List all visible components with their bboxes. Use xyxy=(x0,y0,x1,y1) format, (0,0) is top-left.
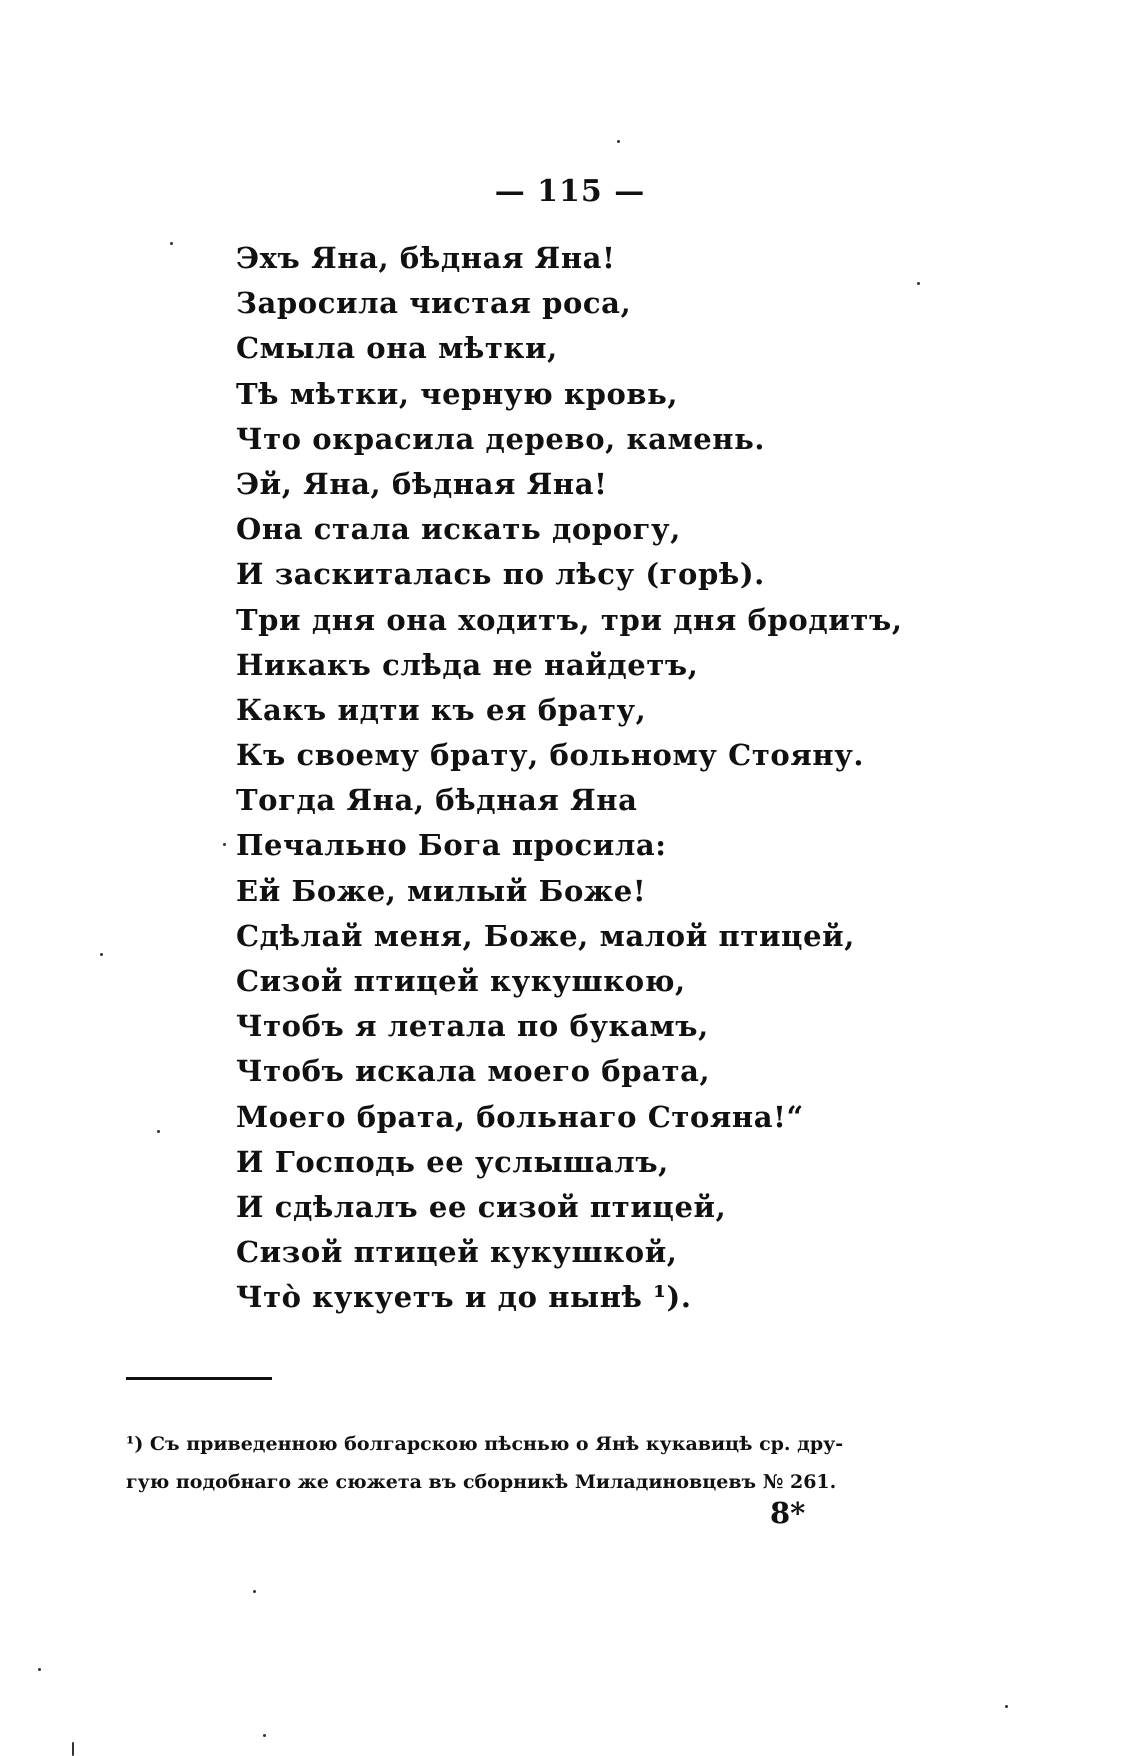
poem-line: Сизой птицей кукушкой, xyxy=(236,1235,678,1270)
scan-speck xyxy=(72,1742,74,1756)
poem-line: Что̀ кукуетъ и до нынѣ ¹). xyxy=(236,1280,692,1315)
scan-speck xyxy=(170,242,173,245)
scan-speck xyxy=(157,1130,160,1133)
footnote-line: гую подобнаго же сюжета въ сборникѣ Миладиновцевъ № 261. xyxy=(126,1471,837,1493)
poem-line: Тогда Яна, бѣдная Яна xyxy=(236,783,638,818)
signature-mark: 8* xyxy=(770,1496,806,1530)
scan-speck xyxy=(223,843,226,846)
poem-line: И Господь ее услышалъ, xyxy=(236,1144,669,1179)
poem-line: Тѣ мѣтки, черную кровь, xyxy=(236,376,679,411)
poem-line: Чтобъ я летала по букамъ, xyxy=(236,1009,709,1044)
poem-line: Какъ идти къ ея брату, xyxy=(236,692,647,727)
poem-line: Она стала искать дорогу, xyxy=(236,512,681,547)
poem-line: Три дня она ходитъ, три дня бродитъ, xyxy=(236,602,903,637)
scan-speck xyxy=(1005,1705,1008,1708)
page-number: — 115 — xyxy=(494,174,646,209)
poem-line: Чтобъ искала моего брата, xyxy=(236,1054,711,1089)
poem-line: Заросила чистая роса, xyxy=(236,286,632,321)
poem-line: Печально Бога просила: xyxy=(236,828,667,863)
poem-line: Ей Боже, милый Боже! xyxy=(236,873,647,908)
scan-speck xyxy=(263,1734,266,1737)
poem-line: Эхъ Яна, бѣдная Яна! xyxy=(236,241,616,275)
poem-line: И заскиталась по лѣсу (горѣ). xyxy=(236,557,765,592)
scan-speck xyxy=(38,1668,41,1671)
poem-line: Смыла она мѣтки, xyxy=(236,331,558,366)
footnote xyxy=(126,1425,886,1501)
poem-line: И сдѣлалъ ее сизой птицей, xyxy=(236,1189,727,1224)
poem-line: Сдѣлай меня, Боже, малой птицей, xyxy=(236,918,855,953)
poem-line: Что окрасила дерево, камень. xyxy=(236,421,766,456)
poem xyxy=(236,236,903,1321)
poem-line: Никакъ слѣда не найдетъ, xyxy=(236,647,699,682)
scan-speck xyxy=(917,282,920,285)
footnote-line: ¹) Съ приведенною болгарскою пѣснью о Янѣ кукавицѣ ср. дру- xyxy=(126,1433,844,1455)
footnote-divider xyxy=(126,1377,272,1380)
scan-speck xyxy=(617,140,620,143)
poem-line: Къ своему брату, больному Стояну. xyxy=(236,738,865,773)
poem-line: Сизой птицей кукушкою, xyxy=(236,964,686,998)
poem-line: Эй, Яна, бѣдная Яна! xyxy=(236,466,608,501)
poem-line: Моего брата, больнаго Стояна!“ xyxy=(236,1099,804,1134)
scan-speck xyxy=(100,953,103,956)
scan-speck xyxy=(253,1590,256,1593)
